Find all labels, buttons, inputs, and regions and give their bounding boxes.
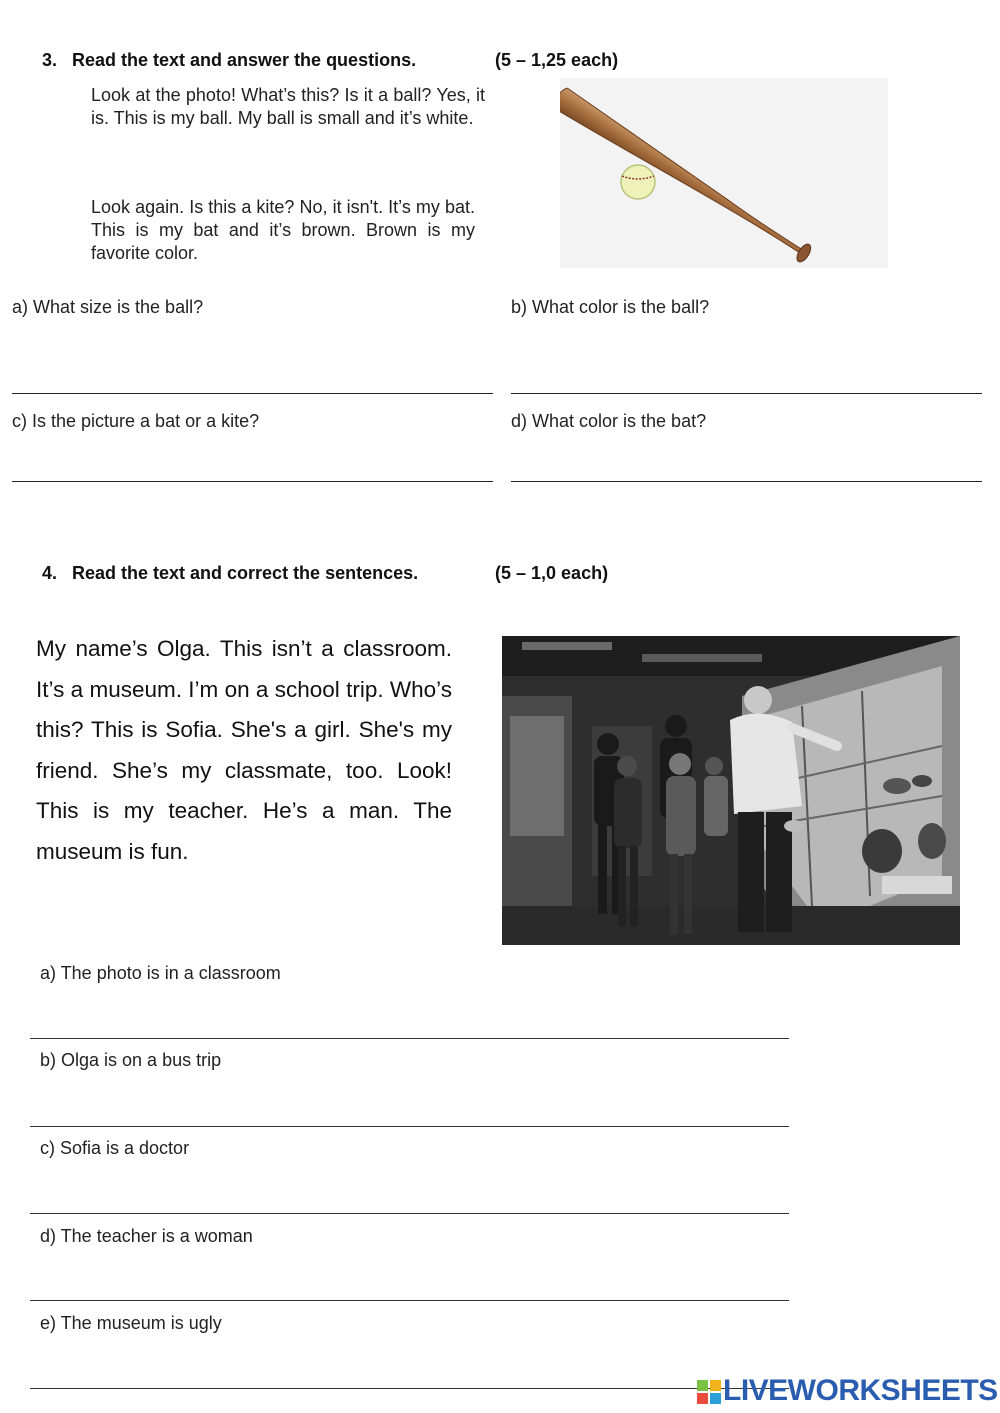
museum-photo bbox=[502, 636, 960, 945]
section-4-number: 4. bbox=[42, 563, 58, 583]
section-3-points: (5 – 1,25 each) bbox=[495, 50, 619, 70]
correction-line-e[interactable] bbox=[30, 1388, 789, 1389]
question-d: d) What color is the bat? bbox=[511, 411, 707, 431]
section-3-heading bbox=[42, 50, 416, 71]
question-c: c) Is the picture a bat or a kite? bbox=[12, 411, 260, 431]
sentence-d: d) The teacher is a woman bbox=[40, 1226, 253, 1246]
question-a: a) What size is the ball? bbox=[12, 297, 204, 317]
correction-line-c[interactable] bbox=[30, 1213, 789, 1214]
answer-line-d[interactable] bbox=[511, 481, 982, 482]
ball bbox=[621, 165, 655, 199]
section-4-heading bbox=[42, 563, 418, 584]
logo-text: LIVEWORKSHEETS bbox=[723, 1374, 998, 1407]
answer-line-c[interactable] bbox=[12, 481, 493, 482]
sentence-b: b) Olga is on a bus trip bbox=[40, 1050, 222, 1070]
liveworksheets-logo bbox=[697, 1374, 997, 1410]
sentence-e: e) The museum is ugly bbox=[40, 1313, 222, 1333]
section-3-paragraph-2: Look again. Is this a kite? No, it isn't. It’s my bat. This is my bat and it’s brown. Brown is my favorite color. bbox=[91, 197, 475, 263]
correction-line-a[interactable] bbox=[30, 1038, 789, 1039]
answer-line-a[interactable] bbox=[12, 393, 493, 394]
answer-line-b[interactable] bbox=[511, 393, 982, 394]
section-3-title: Read the text and answer the questions. bbox=[72, 50, 417, 70]
question-b: b) What color is the ball? bbox=[511, 297, 710, 317]
sentence-a: a) The photo is in a classroom bbox=[40, 963, 281, 983]
section-3-number: 3. bbox=[42, 50, 58, 70]
correction-line-b[interactable] bbox=[30, 1126, 789, 1127]
logo-icon bbox=[697, 1380, 721, 1404]
section-4-points: (5 – 1,0 each) bbox=[495, 563, 609, 583]
sentence-c: c) Sofia is a doctor bbox=[40, 1138, 190, 1158]
section-4-title: Read the text and correct the sentences. bbox=[72, 563, 419, 583]
museum-scene bbox=[502, 636, 960, 945]
bat-and-ball-image bbox=[560, 78, 888, 268]
section-3-paragraph-1: Look at the photo! What’s this? Is it a ball? Yes, it is. This is my ball. My ball is small and it’s white. bbox=[91, 85, 485, 128]
bat-illustration bbox=[560, 78, 888, 268]
correction-line-d[interactable] bbox=[30, 1300, 789, 1301]
section-4-text: My name’s Olga. This isn’t a classroom. It’s a museum. I’m on a school trip. Who’s this? This is Sofia. She's a girl. She's my friend. She’s my classmate, too. Look! This is my teacher. He’s a man. The museum is fun. bbox=[36, 636, 452, 864]
